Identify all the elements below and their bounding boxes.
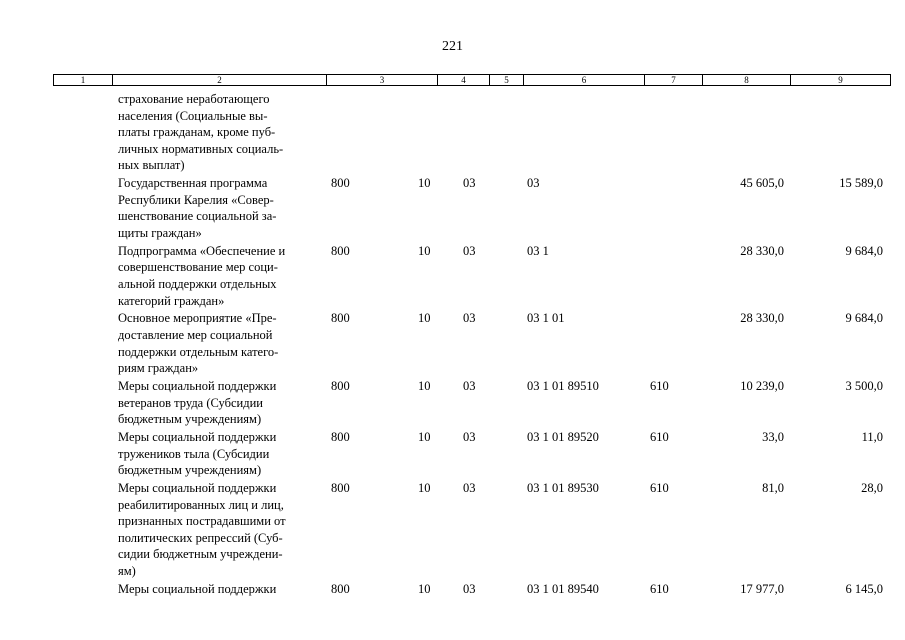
subsection-code: 03 (463, 311, 476, 326)
row-name-line: страхование неработающего (118, 92, 270, 106)
amount-year-2: 9 684,0 (845, 243, 883, 258)
row-name-line: ям) (118, 563, 136, 578)
ministry-code: 800 (331, 379, 350, 393)
amount-year-1: 81,0 (762, 481, 784, 495)
amount-year-2: 15 589,0 (839, 176, 883, 191)
expense-type-code: 610 (650, 581, 669, 596)
row-name-line: доставление мер социальной (118, 327, 273, 342)
row-name-line: Республики Карелия «Совер- (118, 192, 274, 207)
subsection-code: 03 (463, 481, 476, 495)
row-name-line: реабилитированных лиц и лиц, (118, 497, 284, 512)
ministry-code: 800 (331, 243, 350, 258)
row-name-line: бюджетным учреждениям) (118, 463, 262, 478)
section-code: 10 (418, 243, 431, 258)
ministry-code: 800 (331, 430, 350, 444)
row-name-line: Подпрограмма «Обеспечение и (118, 243, 286, 258)
amount-year-1: 28 330,0 (740, 311, 784, 326)
row-name-line: Основное мероприятие «Пре- (118, 311, 277, 326)
row-name-line: шенствование социальной за- (118, 209, 277, 224)
target-article-code: 03 1 01 (527, 311, 565, 326)
column-number-1: 1 (80, 75, 86, 85)
target-article-code: 03 1 01 89540 (527, 581, 599, 596)
amount-year-1: 17 977,0 (740, 581, 784, 596)
row-name (118, 581, 328, 598)
row-name-line: альной поддержки отдельных (118, 276, 277, 291)
section-code: 10 (418, 379, 431, 393)
row-name-line: Меры социальной поддержки (118, 430, 277, 444)
row-name-line: тружеников тыла (Субсидии (118, 446, 270, 461)
amount-year-2: 9 684,0 (845, 311, 883, 326)
row-name-line: ных выплат) (118, 158, 185, 173)
amount-year-1: 28 330,0 (740, 243, 784, 258)
row-name (118, 175, 328, 241)
row-name (118, 429, 328, 479)
row-name-line: бюджетным учреждениям) (118, 412, 262, 427)
row-name-line: сидии бюджетным учреждени- (118, 547, 283, 562)
section-code: 10 (418, 176, 431, 191)
column-number-9: 9 (790, 75, 890, 85)
row-name (118, 378, 328, 428)
ministry-code: 800 (331, 176, 350, 191)
amount-year-1: 45 605,0 (740, 176, 784, 191)
ministry-code: 800 (331, 311, 350, 326)
amount-year-2: 11,0 (861, 430, 883, 444)
amount-year-1: 33,0 (762, 430, 784, 444)
row-name-line: поддержки отдельным катего- (118, 344, 279, 359)
target-article-code: 03 (527, 176, 540, 191)
column-number-2: 2 (112, 75, 326, 85)
row-name-line: личных нормативных социаль- (118, 141, 284, 156)
subsection-code: 03 (463, 430, 476, 444)
amount-year-2: 3 500,0 (845, 379, 883, 393)
section-code: 10 (418, 311, 431, 326)
row-name-line: Меры социальной поддержки (118, 481, 277, 495)
column-number-4: 4 (437, 75, 489, 85)
subsection-code: 03 (463, 243, 476, 258)
row-name-line: Меры социальной поддержки (118, 581, 277, 596)
expense-type-code: 610 (650, 379, 669, 393)
row-name-line: политических репрессий (Суб- (118, 530, 283, 545)
column-number-header (53, 74, 891, 86)
subsection-code: 03 (463, 176, 476, 191)
section-code: 10 (418, 481, 431, 495)
row-name-line: совершенствование мер соци- (118, 260, 278, 275)
ministry-code: 800 (331, 581, 350, 596)
row-name-line: Государственная программа (118, 176, 268, 191)
amount-year-2: 28,0 (861, 481, 883, 495)
expense-type-code: 610 (650, 481, 669, 495)
row-name-line: Меры социальной поддержки (118, 379, 277, 393)
column-number-5: 5 (489, 75, 523, 85)
row-name-line: платы гражданам, кроме пуб- (118, 125, 276, 140)
column-number-6: 6 (523, 75, 644, 85)
ministry-code: 800 (331, 481, 350, 495)
row-name (118, 480, 328, 580)
target-article-code: 03 1 01 89520 (527, 430, 599, 444)
subsection-code: 03 (463, 581, 476, 596)
page-number: 221 (442, 39, 463, 54)
row-name-line: признанных пострадавшими от (118, 514, 286, 529)
column-number-8: 8 (702, 75, 790, 85)
subsection-code: 03 (463, 379, 476, 393)
amount-year-1: 10 239,0 (740, 379, 784, 393)
section-code: 10 (418, 430, 431, 444)
row-name-line: щиты граждан» (118, 225, 202, 240)
column-number-3: 3 (326, 75, 437, 85)
row-name-line: категорий граждан» (118, 293, 225, 308)
expense-type-code: 610 (650, 430, 669, 444)
row-name (118, 243, 328, 309)
amount-year-2: 6 145,0 (845, 581, 883, 596)
row-name-line: риям граждан» (118, 361, 199, 376)
target-article-code: 03 1 01 89510 (527, 379, 599, 393)
row-name-line: ветеранов труда (Субсидии (118, 395, 263, 410)
row-name (118, 310, 328, 376)
target-article-code: 03 1 (527, 243, 549, 258)
section-code: 10 (418, 581, 431, 596)
target-article-code: 03 1 01 89530 (527, 481, 599, 495)
row-name-line: населения (Социальные вы- (118, 108, 268, 123)
column-number-7: 7 (644, 75, 702, 85)
row-name (118, 91, 328, 174)
